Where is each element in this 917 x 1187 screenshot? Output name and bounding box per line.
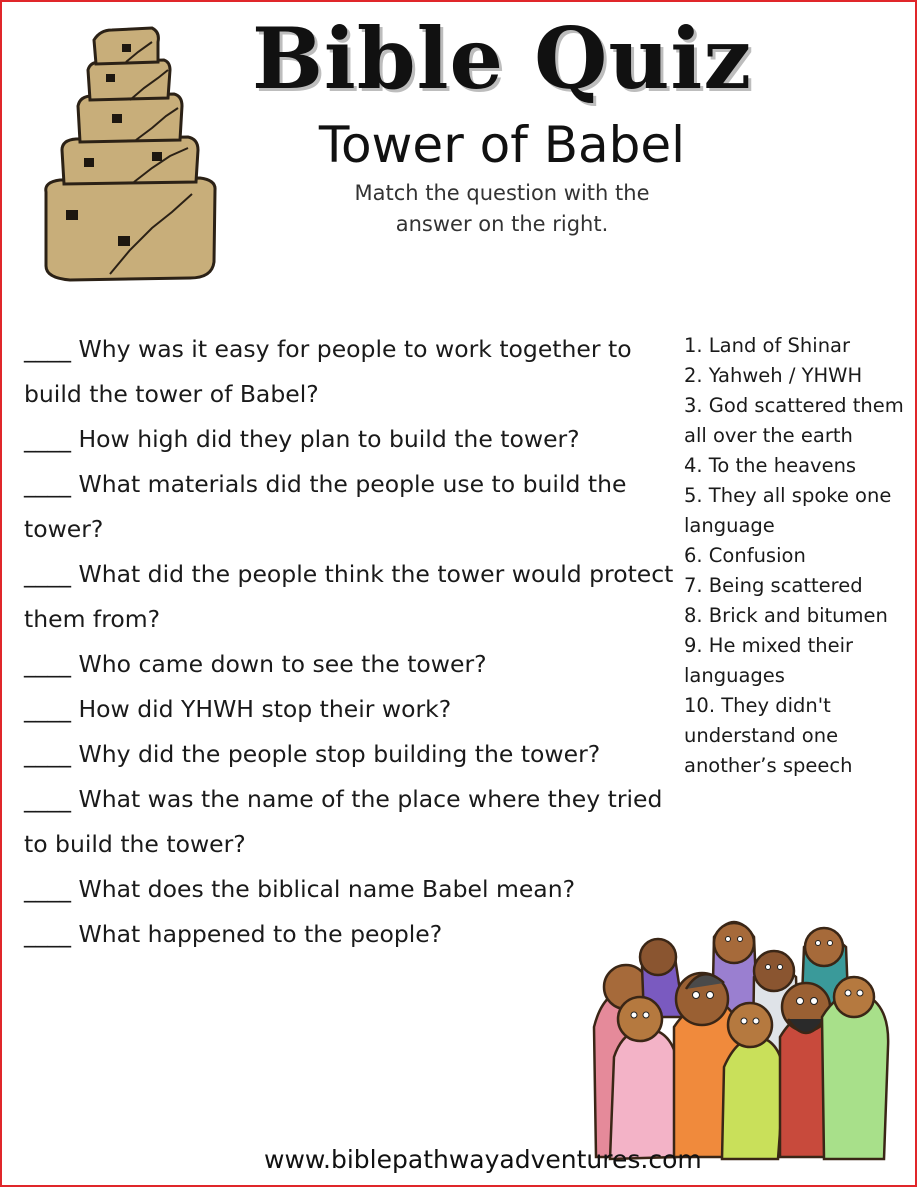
question-list [24, 327, 674, 957]
answer-item: 2. Yahweh / YHWH [684, 364, 863, 387]
answer-item: 3. God scattered them all over the earth [684, 394, 904, 447]
page-subtitle: Tower of Babel [318, 116, 686, 174]
answer-item: 7. Being scattered [684, 574, 863, 597]
answer-item: 6. Confusion [684, 544, 806, 567]
question-item: ____ What did the people think the tower would protect them from? [24, 560, 674, 633]
question-item: ____ Why did the people stop building the tower? [24, 740, 601, 768]
question-item: ____ What materials did the people use to build the tower? [24, 470, 627, 543]
instructions: Match the question with the answer on the right. [354, 181, 650, 236]
answer-item: 5. They all spoke one language [684, 484, 892, 537]
answer-item: 9. He mixed their languages [684, 634, 854, 687]
question-item: ____ How high did they plan to build the tower? [24, 425, 580, 453]
question-item: ____ How did YHWH stop their work? [24, 695, 452, 723]
answer-item: 10. They didn't understand one another’s speech [684, 694, 853, 777]
answer-list [684, 331, 916, 781]
question-item: ____ Who came down to see the tower? [24, 650, 487, 678]
question-item: ____ What happened to the people? [24, 920, 443, 948]
tower-of-babel-illustration [40, 22, 220, 282]
question-item: ____ Why was it easy for people to work together to build the tower of Babel? [24, 335, 632, 408]
answer-item: 4. To the heavens [684, 454, 857, 477]
answer-item: 8. Brick and bitumen [684, 604, 888, 627]
website-url: www.biblepathwayadventures.com [264, 1145, 702, 1174]
scattered-people-illustration [574, 907, 904, 1177]
question-item: ____ What does the biblical name Babel mean? [24, 875, 576, 903]
page-title: Bible Quiz [251, 9, 753, 108]
question-item: ____ What was the name of the place where they tried to build the tower? [24, 785, 663, 858]
answer-item: 1. Land of Shinar [684, 334, 851, 357]
